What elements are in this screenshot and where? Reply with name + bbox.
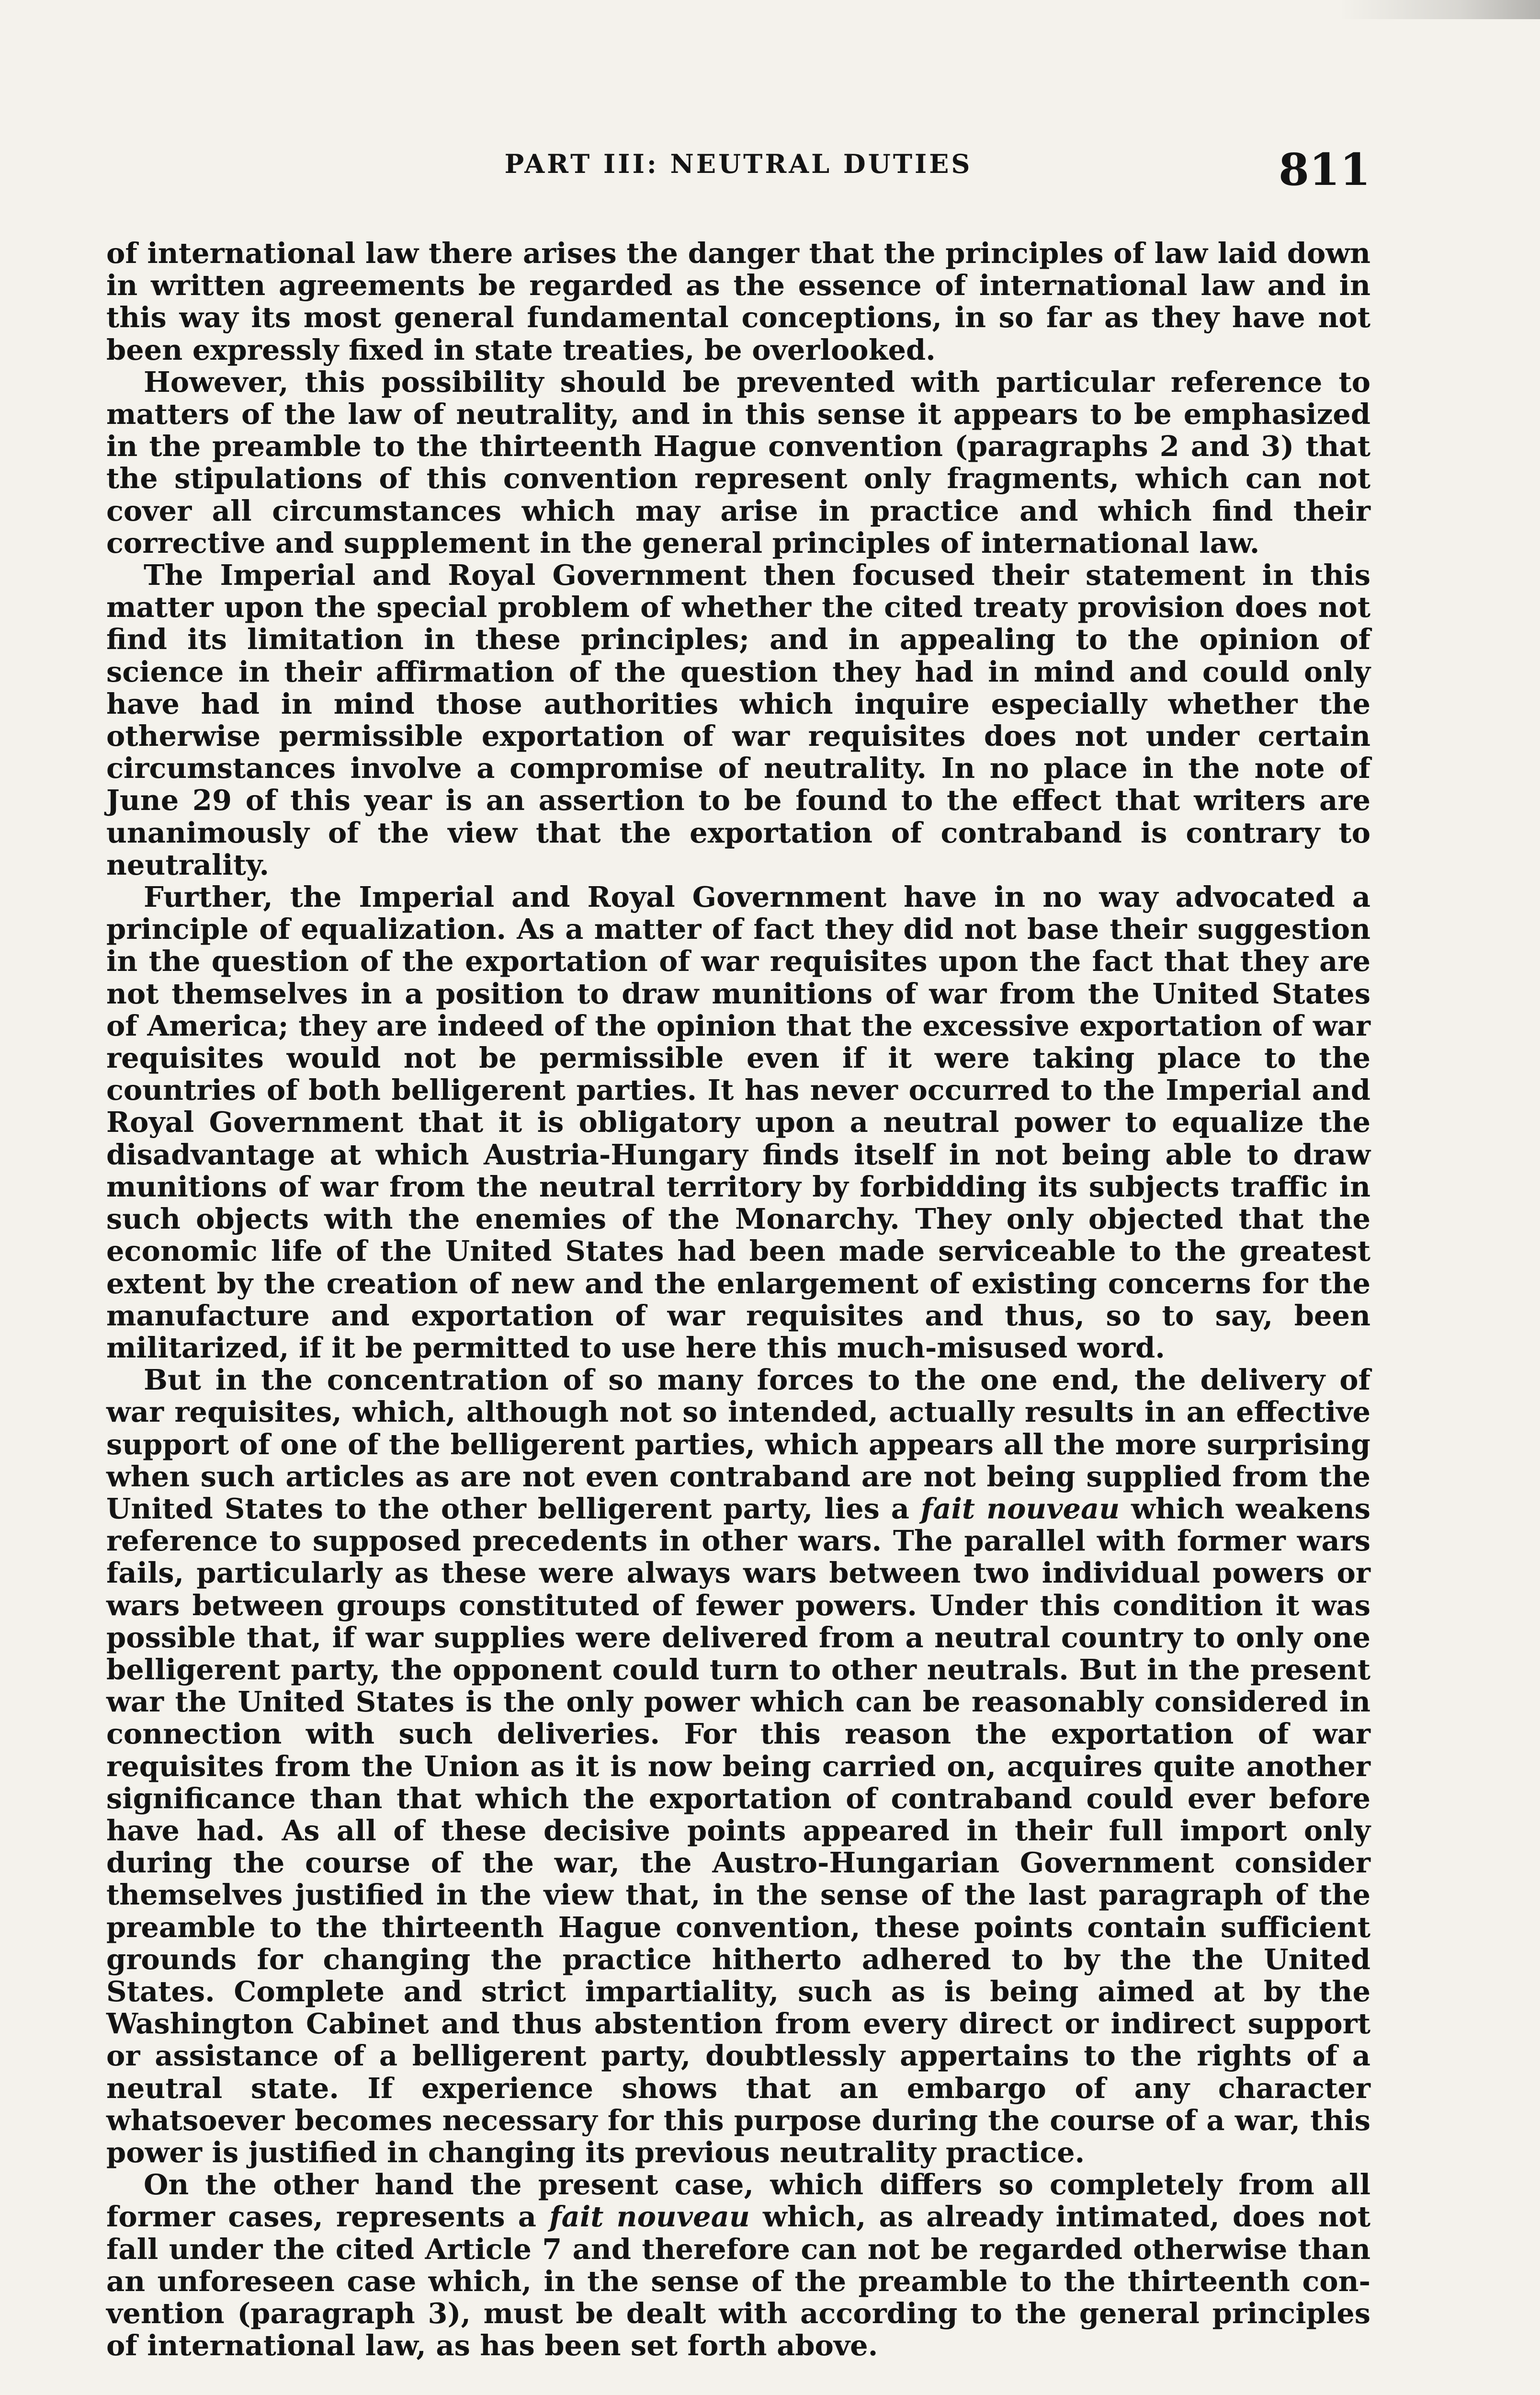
running-head: PART III: NEUTRAL DUTIES bbox=[504, 148, 973, 179]
paragraph-2 bbox=[106, 366, 1370, 559]
italic-phrase: fait nouveau bbox=[549, 2200, 750, 2234]
italic-phrase: fait nouveau bbox=[920, 1492, 1120, 1525]
paragraph-text: But in the concentration of so many forces to the one end, the delivery of war requisites, which, although not so intended, actually results in an effective support of one of the belligerent parties, which appears all the more surprising when such articles as are not even contraband are not being supplied from the United States to the other belligerent party, lies a bbox=[106, 1363, 1370, 1525]
paragraph-text: The Imperial and Royal Government then focused their statement in this matter upon the special problem of whether the cited treaty provision does not find its limitation in these principles; and in appealing to the opinion of science in their affirmation of the question they had in mind and could only have had in mind those authorities which inquire especially whether the otherwise permissible exportation of war requisites does not under certain circumstances involve a compromise of neutrality. In no place in the note of June 29 of this year is an assertion to be found to the effect that writers are unanimously of the view that the exportation of contraband is contrary to neutrality. bbox=[106, 559, 1370, 881]
paragraph-5 bbox=[106, 1364, 1370, 2168]
paragraph-1 bbox=[106, 237, 1370, 366]
paragraph-text: which, as already intimated, does not fall under the cited Article 7 and therefore can not be regarded otherwise than an unforeseen case which, in the sense of the preamble to the thirteenth convention (paragraph 3), must be dealt with according to the general principles of international law, as has been set forth above. bbox=[106, 2200, 1371, 2362]
page-number: 811 bbox=[1278, 144, 1370, 195]
paragraph-4 bbox=[106, 881, 1370, 1364]
paragraph-3 bbox=[106, 559, 1370, 881]
paragraph-text: However, this possibility should be prevented with particular reference to matters of the law of neutrality, and in this sense it appears to be emphasized in the preamble to the thirteenth Hague convention (paragraphs 2 and 3) that the stipulations of this convention represent only fragments, which can not cover all circumstances which may arise in practice and which find their corrective and supplement in the general principles of international law. bbox=[106, 365, 1370, 559]
scan-edge-noise bbox=[1339, 0, 1540, 19]
paragraph-text: of international law there arises the danger that the principles of law laid down in written agreements be regarded as the essence of international law and in this way its most general fundamental conceptions, in so far as they have not been expressly fixed in state treaties, be overlooked. bbox=[106, 237, 1370, 366]
body-text bbox=[106, 237, 1370, 2361]
paragraph-text: Further, the Imperial and Royal Government have in no way advocated a principle of equalization. As a matter of fact they did not base their suggestion in the question of the exportation of war requisites upon the fact that they are not themselves in a position to draw munitions of war from the United States of America; they are indeed of the opinion that the excessive exportation of war requisites would not be permissible even if it were taking place to the countries of both belligerent parties. It has never occurred to the Imperial and Royal Government that it is obligatory upon a neutral power to equalize the disadvantage at which Austria-Hungary finds itself in not being able to draw munitions of war from the neutral territory by forbidding its subjects traffic in such objects with the enemies of the Monarchy. They only objected that the economic life of the United States had been made serviceable to the greatest extent by the creation of new and the enlargement of existing concerns for the manufacture and exportation of war requisites and thus, so to say, been militarized, if it be permitted to use here this much-misused word. bbox=[106, 880, 1370, 1364]
paragraph-text: On the other hand the present case, which differs so completely from all former cases, represents a bbox=[106, 2168, 1370, 2234]
paragraph-text: which weakens reference to supposed precedents in other wars. The parallel with former wars fails, particularly as these were always wars between two individual powers or wars between groups constituted of fewer powers. Under this condition it was possible that, if war supplies were delivered from a neutral country to only one belligerent party, the opponent could turn to other neutrals. But in the present war the United States is the only power which can be reasonably considered in connection with such deliveries. For this reason the exportation of war requisites from the Union as it is now being carried on, acquires quite another significance than that which the exportation of contraband could ever before have had. As all of these decisive points appeared in their full import only during the course of the war, the Austro-Hungarian Government consider themselves justified in the view that, in the sense of the last paragraph of the preamble to the thirteenth Hague convention, these points contain sufficient grounds for changing the practice hitherto adhered to by the the United States. Complete and strict impartiality, such as is being aimed at by the Washington Cabinet and thus abstention from every direct or indirect support or assistance of a belligerent party, doubtlessly appertains to the rights of a neutral state. If experience shows that an embargo of any character whatsoever becomes necessary for this purpose during the course of a war, this power is justified in changing its previous neutrality practice. bbox=[106, 1492, 1370, 2169]
page-header bbox=[106, 144, 1370, 196]
paragraph-6 bbox=[106, 2168, 1370, 2361]
